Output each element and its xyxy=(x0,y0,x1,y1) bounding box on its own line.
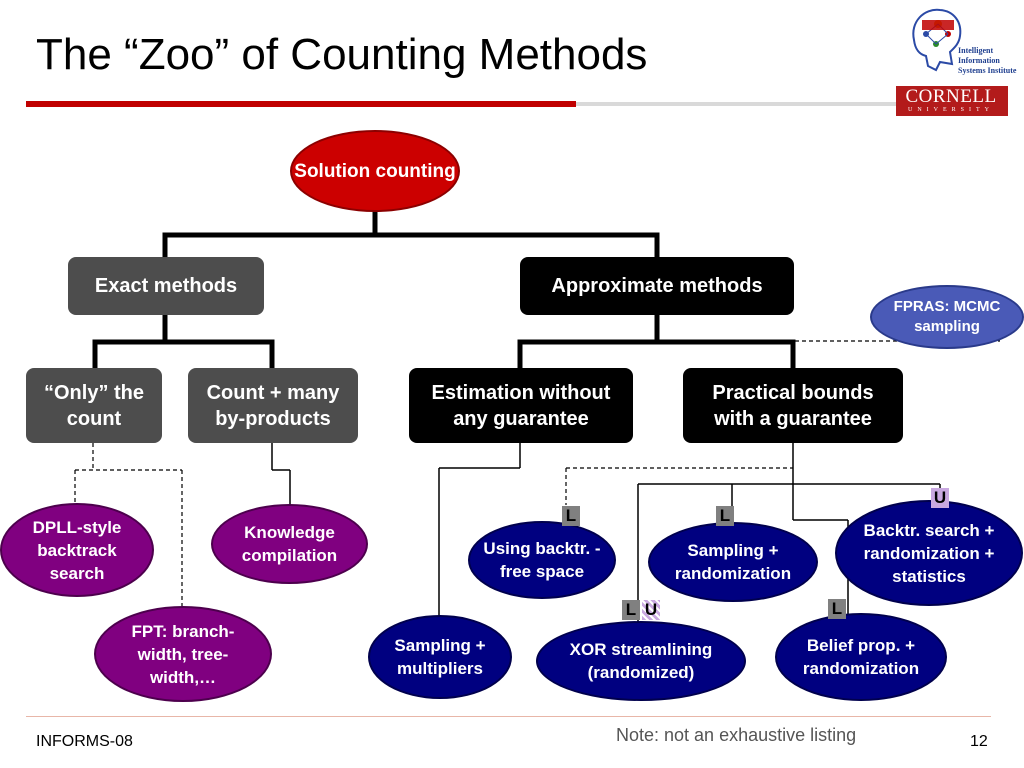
slide-title: The “Zoo” of Counting Methods xyxy=(36,30,648,79)
note-text: Note: not an exhaustive listing xyxy=(616,725,857,745)
node-estimation-without-guarantee: Estimation without any guarantee xyxy=(409,368,633,443)
page-number: 12 xyxy=(970,733,988,750)
badge-lower-bound: L xyxy=(562,506,580,526)
cornell-logo-sub: UNIVERSITY xyxy=(908,107,994,113)
node-belief-prop: Belief prop. + randomization xyxy=(775,613,947,701)
badge-lower-bound: L xyxy=(828,599,846,619)
badge-lower-bound: L xyxy=(716,506,734,526)
node-fpt: FPT: branch-width, tree-width,… xyxy=(94,606,272,702)
node-backtr-search-stats: Backtr. search + randomization + statistics xyxy=(835,500,1023,606)
badge-lower-bound: L xyxy=(622,600,640,620)
node-only-the-count: “Only” the count xyxy=(26,368,162,443)
node-fpras: FPRAS: MCMC sampling xyxy=(870,285,1024,349)
badge-upper-bound: U xyxy=(931,488,949,508)
node-exact-methods: Exact methods xyxy=(68,257,264,315)
node-backtr-free-space: Using backtr. -free space xyxy=(468,521,616,599)
node-sampling-multipliers: Sampling + multipliers xyxy=(368,615,512,699)
cornell-logo-name: CORNELL xyxy=(905,86,997,107)
node-solution-counting: Solution counting xyxy=(290,130,460,212)
iisi-logo-text: Intelligent Information Systems Institute xyxy=(958,46,1017,75)
node-dpll-backtrack: DPLL-style backtrack search xyxy=(0,503,154,597)
footer-divider xyxy=(26,716,991,717)
footer-conference: INFORMS-08 xyxy=(36,733,133,750)
node-approximate-methods: Approximate methods xyxy=(520,257,794,315)
node-practical-bounds: Practical bounds with a guarantee xyxy=(683,368,903,443)
node-count-by-products: Count + many by-products xyxy=(188,368,358,443)
node-sampling-randomization: Sampling + randomization xyxy=(648,522,818,602)
badge-upper-bound: U xyxy=(642,600,660,620)
node-knowledge-compilation: Knowledge compilation xyxy=(211,504,368,584)
node-xor-streamlining: XOR streamlining (randomized) xyxy=(536,621,746,701)
